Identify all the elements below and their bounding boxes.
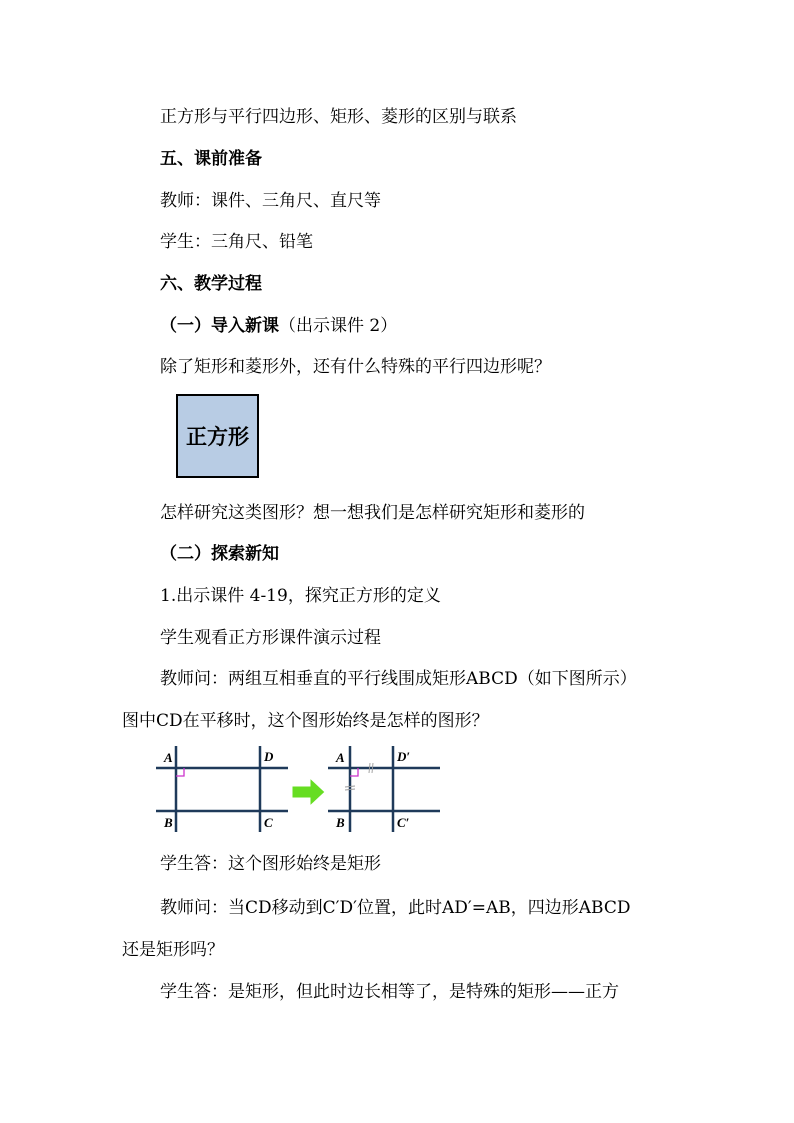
- text-question-1: 除了矩形和菱形外，还有什么特殊的平行四边形呢？: [160, 357, 551, 377]
- text-student-prep: 学生：三角尺、铅笔: [160, 232, 313, 252]
- text-student-answer-1: 学生答：这个图形始终是矩形: [160, 854, 381, 874]
- right-label-b: B: [336, 815, 345, 830]
- section-1-title: [160, 315, 397, 337]
- heading-process: 六、教学过程: [160, 274, 262, 294]
- left-label-d: D: [264, 749, 274, 764]
- text-line-relations: 正方形与平行四边形、矩形、菱形的区别与联系: [160, 107, 517, 127]
- section-1-note: （出示课件 2）: [279, 316, 398, 336]
- left-label-b: B: [164, 815, 173, 830]
- left-label-c: C: [264, 815, 273, 830]
- square-label: 正方形: [186, 425, 249, 449]
- left-label-a: A: [164, 750, 173, 765]
- text-teacher-ask-2-cont: 还是矩形吗？: [122, 940, 224, 960]
- text-teacher-prep: 教师：课件、三角尺、直尺等: [160, 191, 381, 211]
- heading-preparation: 五、课前准备: [160, 149, 262, 169]
- figure-right: [328, 746, 440, 832]
- text-teacher-ask-2: 教师问：当CD移动到C′D′位置，此时AD′=AB，四边形ABCD: [160, 898, 631, 918]
- text-question-2: 怎样研究这类图形？想一想我们是怎样研究矩形和菱形的: [160, 503, 585, 523]
- right-label-d-prime: D′: [397, 749, 411, 764]
- text-teacher-ask-1-cont: 图中CD在平移时，这个图形始终是怎样的图形？: [122, 711, 489, 731]
- text-step-1: 1.出示课件 4-19，探究正方形的定义: [160, 586, 441, 606]
- right-label-c-prime: C′: [397, 815, 410, 830]
- text-watch: 学生观看正方形课件演示过程: [160, 628, 381, 648]
- rectangle-translation-figure: [150, 740, 450, 835]
- heading-section-2: （二）探索新知: [160, 544, 279, 564]
- section-1-heading: （一）导入新课: [160, 316, 279, 336]
- text-student-answer-2: 学生答：是矩形，但此时边长相等了，是特殊的矩形——正方: [160, 982, 619, 1002]
- green-arrow-icon: [292, 778, 325, 806]
- text-teacher-ask-1: 教师问：两组互相垂直的平行线围成矩形ABCD（如下图所示）: [160, 669, 637, 689]
- right-label-a: A: [336, 750, 345, 765]
- square-label-box: [176, 394, 259, 478]
